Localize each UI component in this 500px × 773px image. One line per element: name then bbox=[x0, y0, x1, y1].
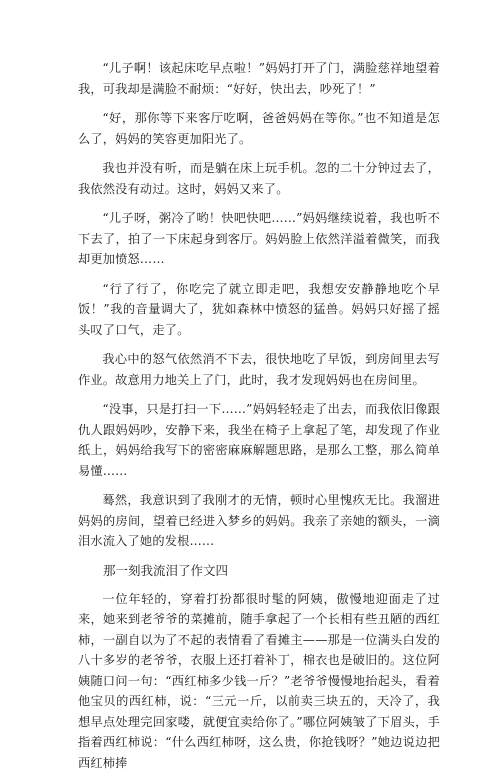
paragraph: “好，那你等下来客厅吃啊，爸爸妈妈在等你。”也不知道是怎么了，妈妈的笑容更加阳光了。 bbox=[78, 108, 440, 149]
paragraph: 一位年轻的，穿着打扮都很时髦的阿姨，傲慢地迎面走了过来，她来到老爷爷的菜摊前，随手拿起了一个长相有些丑陋的西红柿，一副自以为了不起的表情看了看摊主——那是一位满头白发的八十多岁的老爷爷，衣服上还打着补丁，棉衣也是破旧的。这位阿姨随口问一句：“西红柿多少钱一斤？”老爷爷慢慢地抬起头，看着他宝贝的西红柿，说：“三元一斤，以前卖三块五的，天冷了，我想早点处理完回家喽，就便宜卖给你了。”哪位阿姨皱了下眉头，手指着西红柿说：“什么西红柿呀，这么贵，你抢钱呀？”她边说边把西红柿捧 bbox=[78, 589, 440, 773]
paragraph: “没事，只是打扫一下……”妈妈轻轻走了出去，而我依旧像跟仇人跟妈妈吵，安静下来，我坐在椅子上拿起了笔，却发现了作业纸上，妈妈给我写下的密密麻麻解题思路，是那么工整，那么简单易懂…… bbox=[78, 399, 440, 481]
paragraph: 我也并没有听，而是躺在床上玩手机。忽的二十分钟过去了，我依然没有动过。这时，妈妈又来了。 bbox=[78, 158, 440, 199]
paragraph: 我心中的怒气依然消不下去，很快地吃了早饭，到房间里去写作业。故意用力地关上了门，此时，我才发现妈妈也在房间里。 bbox=[78, 349, 440, 390]
paragraph: 蓦然，我意识到了我刚才的无情，顿时心里愧疚无比。我溜进妈妈的房间，望着已经进入梦乡的妈妈。我亲了亲她的额头，一滴泪水流入了她的发根…… bbox=[78, 490, 440, 552]
paragraph: “行了行了，你吃完了就立即走吧，我想安安静静地吃个早饭！”我的音量调大了，犹如森林中愤怒的猛兽。妈妈只好摇了摇头叹了口气，走了。 bbox=[78, 279, 440, 341]
section-heading: 那一刻我流泪了作文四 bbox=[78, 561, 440, 581]
paragraph: “儿子呀，粥冷了哟！快吧快吧……”妈妈继续说着，我也听不下去了，拍了一下床起身到客厅。妈妈脸上依然洋溢着微笑，而我却更加愤怒…… bbox=[78, 208, 440, 270]
paragraph: “儿子啊！该起床吃早点啦！”妈妈打开了门，满脸慈祥地望着我，可我却是满脸不耐烦：“好好，快出去，吵死了！” bbox=[78, 58, 440, 99]
